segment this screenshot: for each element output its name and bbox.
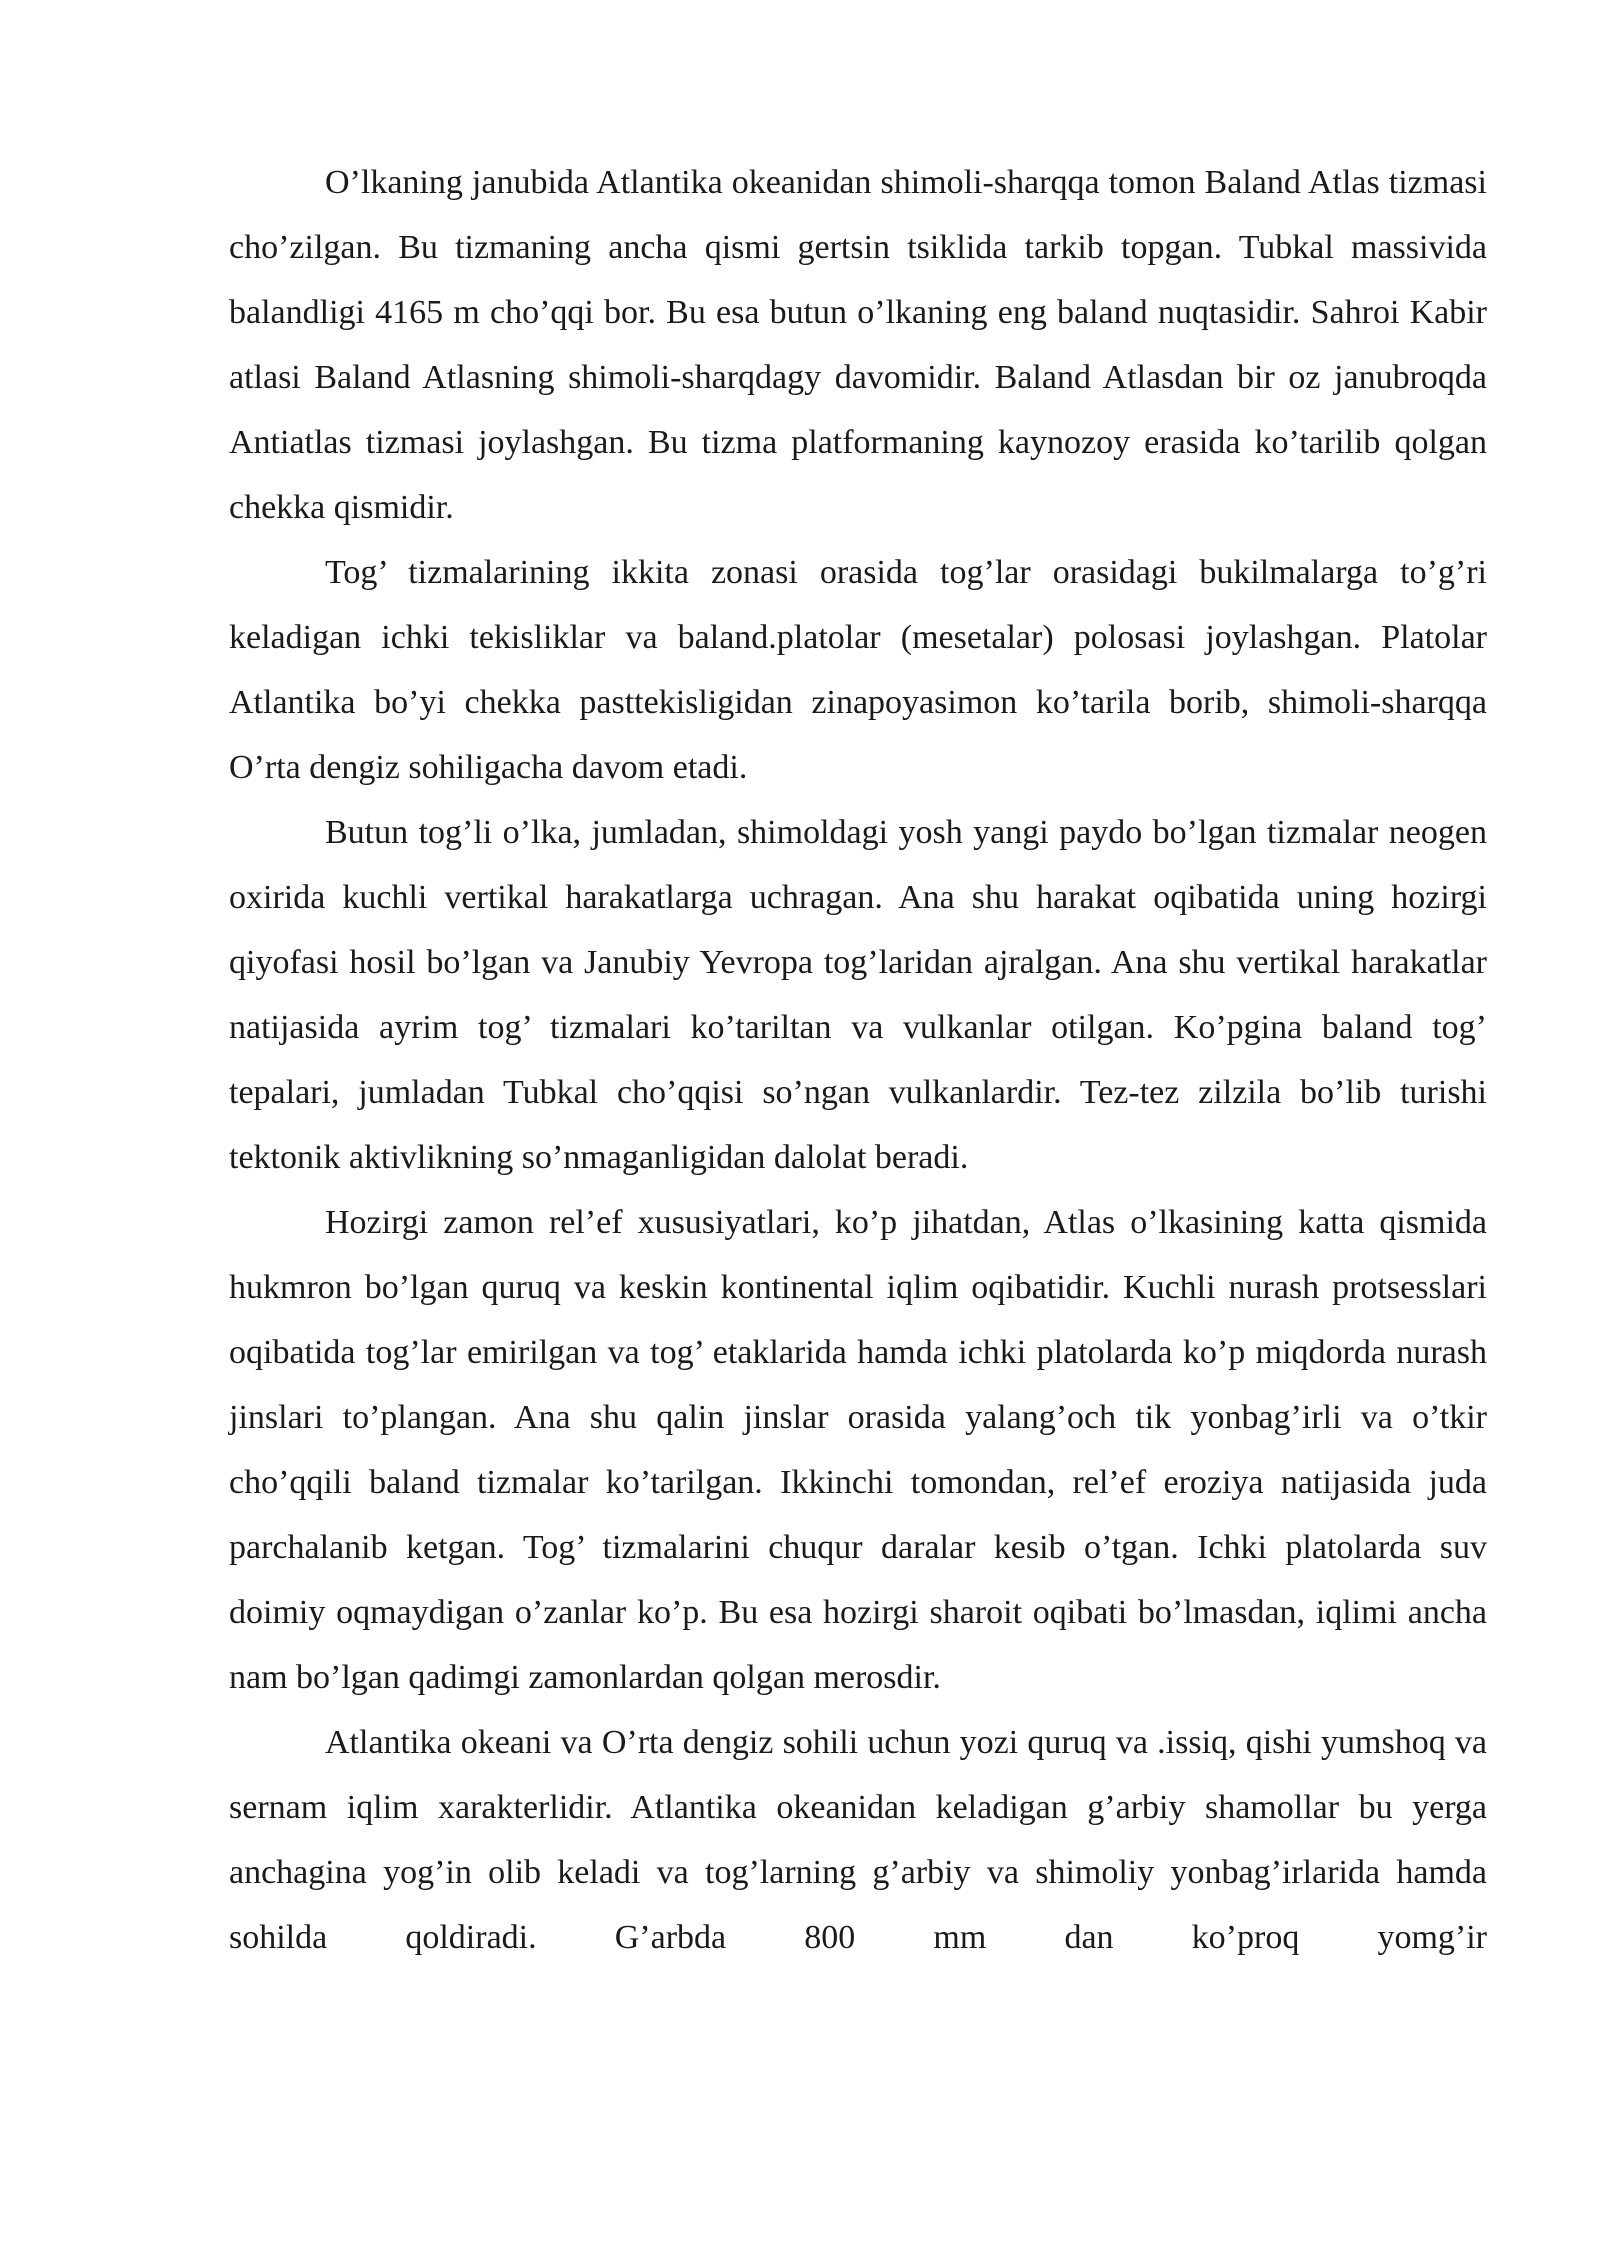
body-text (229, 150, 1487, 1970)
paragraph-4: Hozirgi zamon rel’ef xususiyatlari, ko’p jihatdan, Atlas o’lkasining katta qismida hukmron bo’lgan quruq va keskin kontinental iqlim oqibatidir. Kuchli nurash protsesslari oqibatida tog’lar emirilgan va tog’ etaklarida hamda ichki platolarda ko’p miqdorda nurash jinslari to’plangan. Ana shu qalin jinslar orasida yalang’och tik yonbag’irli va o’tkir cho’qqili baland tizmalar ko’tarilgan. Ikkinchi tomondan, rel’ef eroziya natijasida juda parchalanib ketgan. Tog’ tizmalarini chuqur daralar kesib o’tgan. Ichki platolarda suv doimiy oqmaydigan o’zanlar ko’p. Bu esa hozirgi sharoit oqibati bo’lmasdan, iqlimi ancha nam bo’lgan qadimgi zamonlardan qolgan merosdir. (229, 1204, 1487, 1696)
paragraph-2: Tog’ tizmalarining ikkita zonasi orasida tog’lar orasidagi bukilmalarga to’g’ri keladigan ichki tekisliklar va baland.platolar (mesetalar) polosasi joylashgan. Platolar Atlantika bo’yi chekka pasttekisligidan zinapoyasimon ko’tarila borib, shimoli-sharqqa O’rta dengiz sohiligacha davom etadi. (229, 554, 1487, 786)
paragraph-5: Atlantika okeani va O’rta dengiz sohili uchun yozi quruq va .issiq, qishi yumshoq va sernam iqlim xarakterlidir. Atlantika okeanidan keladigan g’arbiy shamollar bu yerga anchagina yog’in olib keladi va tog’larning g’arbiy va shimoliy yonbag’irlarida hamda sohilda qoldiradi. G’arbda 800 mm dan ko’proq yomg’ir (229, 1724, 1487, 1956)
paragraph-1: O’lkaning janubida Atlantika okeanidan shimoli-sharqqa tomon Baland Atlas tizmasi cho’zilgan. Bu tizmaning ancha qismi gertsin tsiklida tarkib topgan. Tubkal massivida balandligi 4165 m cho’qqi bor. Bu esa butun o’lkaning eng baland nuqtasidir. Sahroi Kabir atlasi Baland Atlasning shimoli-sharqdagy davomidir. Baland Atlasdan bir oz janubroqda Antiatlas tizmasi joylashgan. Bu tizma platformaning kaynozoy erasida ko’tarilib qolgan chekka qismidir. (229, 164, 1487, 526)
paragraph-3: Butun tog’li o’lka, jumladan, shimoldagi yosh yangi paydo bo’lgan tizmalar neogen oxirida kuchli vertikal harakatlarga uchragan. Ana shu harakat oqibatida uning hozirgi qiyofasi hosil bo’lgan va Janubiy Yevropa tog’laridan ajralgan. Ana shu vertikal harakatlar natijasida ayrim tog’ tizmalari ko’tariltan va vulkanlar otilgan. Ko’pgina baland tog’ tepalari, jumladan Tubkal cho’qqisi so’ngan vulkanlardir. Tez-tez zilzila bo’lib turishi tektonik aktivlikning so’nmaganligidan dalolat beradi. (229, 814, 1487, 1176)
